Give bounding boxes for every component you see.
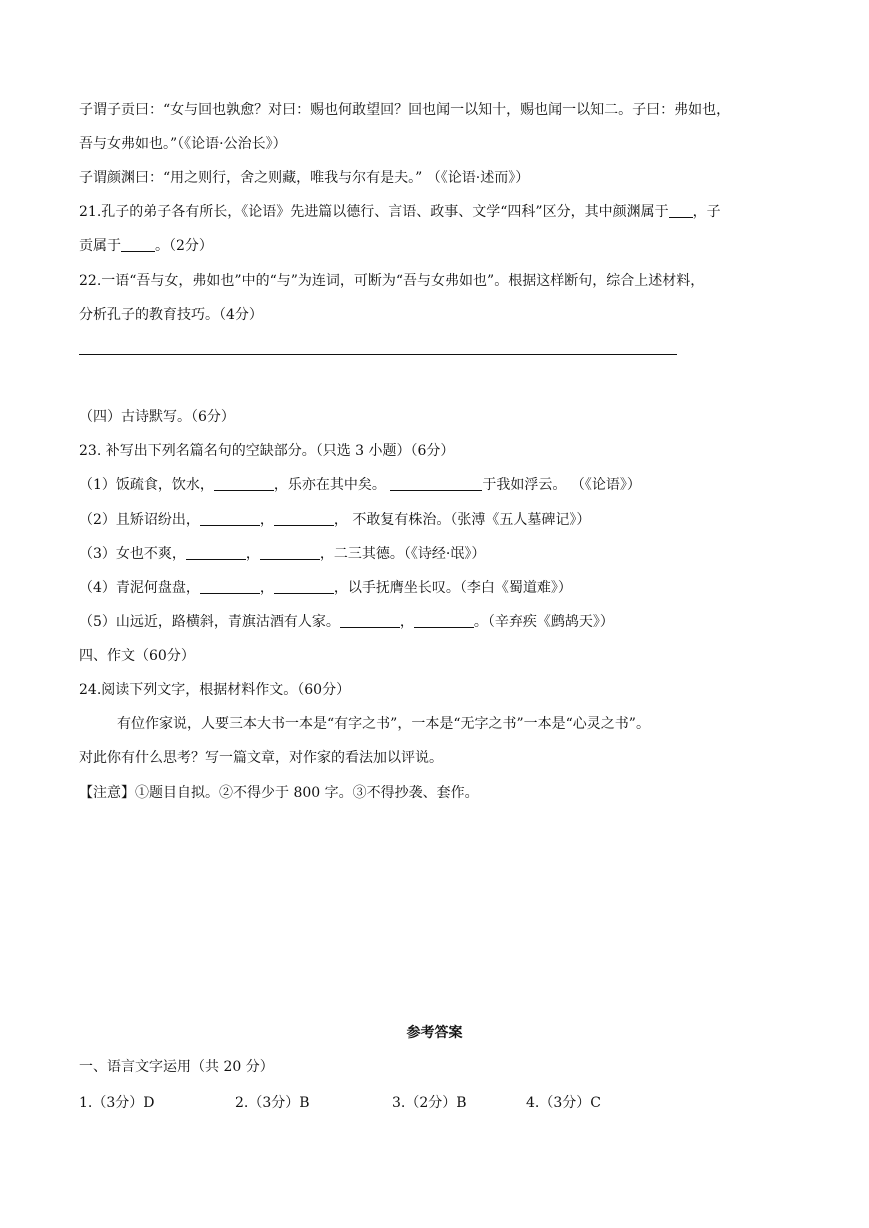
answer-blank[interactable] [274,511,334,526]
answer-3: 3.（2分）B [392,1095,467,1111]
answer-blank[interactable] [200,511,260,526]
answer-blank[interactable] [414,613,474,628]
answers-section-heading: 一、语言文字运用（共 20 分） [79,1059,274,1075]
answer-line[interactable] [79,354,677,355]
answer-2: 2.（3分）B [235,1095,310,1111]
answer-blank[interactable] [260,545,320,560]
question-23: 23. 补写出下列名篇名句的空缺部分。（只选 3 小题）（6分） [79,443,455,459]
answer-4: 4.（3分）C [526,1095,601,1111]
answer-blank[interactable] [214,476,274,491]
answer-blank[interactable] [340,613,400,628]
answer-blank[interactable] [274,579,334,594]
answer-blank[interactable] [200,579,260,594]
section-heading: （四）古诗默写。（6分） [79,409,235,425]
answer-blank[interactable] [121,237,155,252]
question-24: 24.阅读下列文字，根据材料作文。（60分） [79,682,351,698]
passage-line: 子谓颜渊曰：“用之则行，舍之则藏，唯我与尔有是夫。” （《论语·述而》） [79,170,530,186]
question-22-line1: 22.一语“吾与女，弗如也”中的“与”为连词，可断为“吾与女弗如也”。根据这样断句，综合上述材料， [79,273,705,289]
recitation-item-3: （3）女也不爽， ， ，二三其德。（《诗经·氓》） [79,546,486,562]
recitation-item-4: （4）青泥何盘盘， ， ，以手抚膺坐长叹。（李白《蜀道难》） [79,580,572,596]
essay-material: 有位作家说，人要三本大书一本是“有字之书”，一本是“无字之书”一本是“心灵之书”。 [117,716,650,732]
essay-notice: 【注意】①题目自拟。②不得少于 800 字。③不得抄袭、套作。 [79,785,479,801]
recitation-item-2: （2）且矫诏纷出， ， ， 不敢复有株治。（张溥《五人墓碑记》） [79,512,591,528]
recitation-item-1: （1）饭疏食，饮水， ，乐亦在其中矣。 于我如浮云。 （《论语》） [79,477,641,493]
question-22-line2: 分析孔子的教育技巧。（4分） [79,307,263,323]
question-21-line1: 21.孔子的弟子各有所长，《论语》先进篇以德行、言语、政事、文学“四科”区分，其中颜渊属于 ，子 [79,204,721,220]
section-heading: 四、作文（60分） [79,648,195,664]
answers-title: 参考答案 [406,1025,463,1041]
recitation-item-5: （5）山远近，路横斜，青旗沽酒有人家。 ， 。（辛弃疾《鹧鸪天》） [79,614,614,630]
passage-line: 吾与女弗如也。”（《论语·公治长》） [79,136,287,152]
answer-blank[interactable] [186,545,246,560]
passage-line: 子谓子贡曰：“女与回也孰愈？对曰：赐也何敢望回？回也闻一以知十，赐也闻一以知二。子曰：弗如也， [79,102,731,118]
essay-prompt: 对此你有什么思考？写一篇文章，对作家的看法加以评说。 [79,750,443,766]
answer-blank[interactable] [390,476,482,491]
answer-blank[interactable] [669,203,693,218]
answer-1: 1.（3分）D [79,1095,155,1111]
question-21-line2: 贡属于 。（2分） [79,238,213,254]
